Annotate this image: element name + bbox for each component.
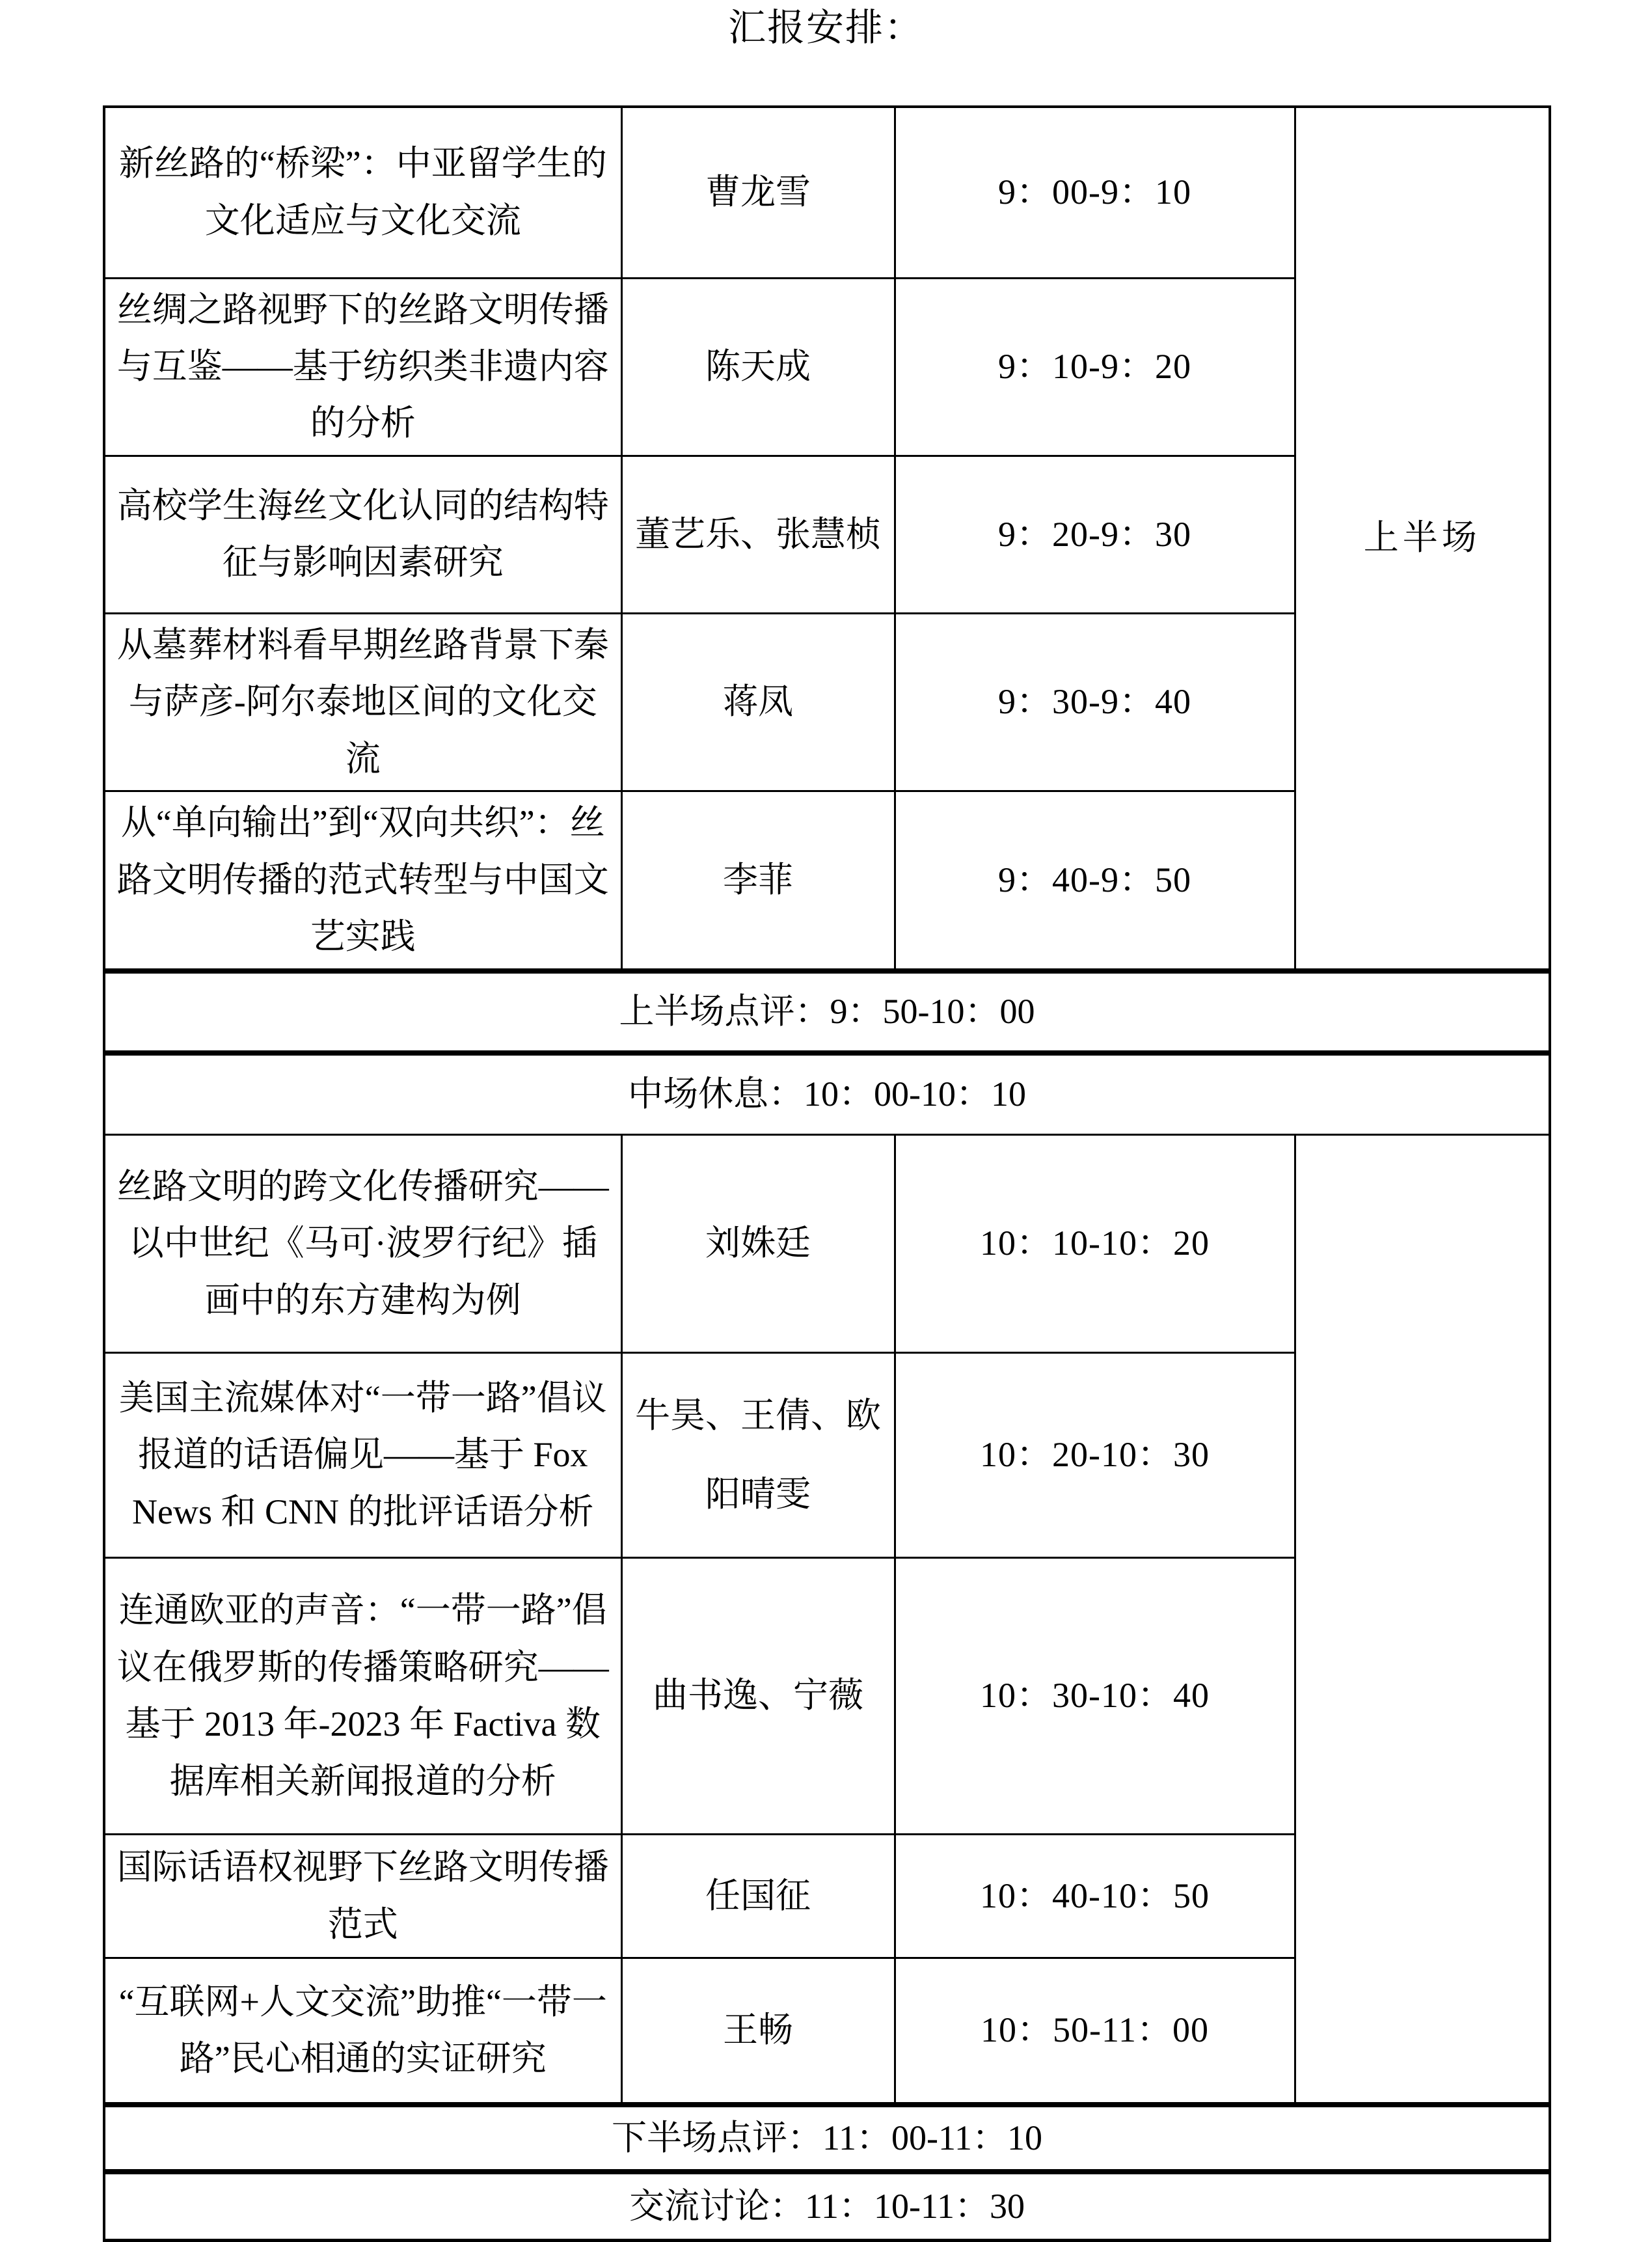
second-half-review-label: 下半场点评：11：00-11：10: [104, 2105, 1550, 2172]
time-slot: 9：20-9：30: [895, 456, 1295, 613]
table-row: [104, 107, 1550, 278]
time-slot: 9：40-9：50: [895, 791, 1295, 971]
table-row-first-half-review: [104, 971, 1550, 1053]
time-slot: 10：20-10：30: [895, 1353, 1295, 1558]
paper-title: 国际话语权视野下丝路文明传播范式: [104, 1835, 621, 1958]
table-row: [104, 1135, 1550, 1353]
session-label-second-half: [1295, 1135, 1550, 2105]
presenter-name: 曹龙雪: [621, 107, 895, 278]
paper-title: 从“单向输出”到“双向共织”：丝路文明传播的范式转型与中国文艺实践: [104, 791, 621, 971]
time-slot: 10：30-10：40: [895, 1558, 1295, 1835]
paper-title: 丝路文明的跨文化传播研究——以中世纪《马可·波罗行纪》插画中的东方建构为例: [104, 1135, 621, 1353]
paper-title: 连通欧亚的声音：“一带一路”倡议在俄罗斯的传播策略研究——基于 2013 年-2023 年 Factiva 数据库相关新闻报道的分析: [104, 1558, 621, 1835]
time-slot: 9：00-9：10: [895, 107, 1295, 278]
time-slot: 10：50-11：00: [895, 1958, 1295, 2105]
paper-title: 新丝路的“桥梁”：中亚留学生的文化适应与文化交流: [104, 107, 621, 278]
paper-title: 从墓葬材料看早期丝路背景下秦与萨彦-阿尔泰地区间的文化交流: [104, 613, 621, 791]
paper-title: “互联网+人文交流”助推“一带一路”民心相通的实证研究: [104, 1958, 621, 2105]
table-row-intermission: [104, 1053, 1550, 1135]
table-row-second-half-review: [104, 2105, 1550, 2172]
presenter-name: 牛昊、王倩、欧阳晴雯: [621, 1353, 895, 1558]
table-row-discussion: [104, 2172, 1550, 2240]
paper-title: 美国主流媒体对“一带一路”倡议报道的话语偏见——基于 Fox News 和 CNN 的批评话语分析: [104, 1353, 621, 1558]
intermission-label: 中场休息：10：00-10：10: [104, 1053, 1550, 1135]
session-label-first-half: 上半场: [1295, 107, 1550, 971]
paper-title: 高校学生海丝文化认同的结构特征与影响因素研究: [104, 456, 621, 613]
presenter-name: 李菲: [621, 791, 895, 971]
page-title: 汇报安排：: [727, 7, 923, 49]
presenter-name: 陈天成: [621, 278, 895, 456]
paper-title: 丝绸之路视野下的丝路文明传播与互鉴——基于纺织类非遗内容的分析: [104, 278, 621, 456]
presenter-name: 董艺乐、张慧桢: [621, 456, 895, 613]
presenter-name: 王畅: [621, 1958, 895, 2105]
time-slot: 10：10-10：20: [895, 1135, 1295, 1353]
presenter-name: 蒋凤: [621, 613, 895, 791]
presenter-name: 曲书逸、宁薇: [621, 1558, 895, 1835]
time-slot: 9：30-9：40: [895, 613, 1295, 791]
presenter-name: 刘姝廷: [621, 1135, 895, 1353]
schedule-table: [103, 105, 1551, 2242]
time-slot: 9：10-9：20: [895, 278, 1295, 456]
discussion-label: 交流讨论：11：10-11：30: [104, 2172, 1550, 2240]
time-slot: 10：40-10：50: [895, 1835, 1295, 1958]
first-half-review-label: 上半场点评：9：50-10：00: [104, 971, 1550, 1053]
presenter-name: 任国征: [621, 1835, 895, 1958]
